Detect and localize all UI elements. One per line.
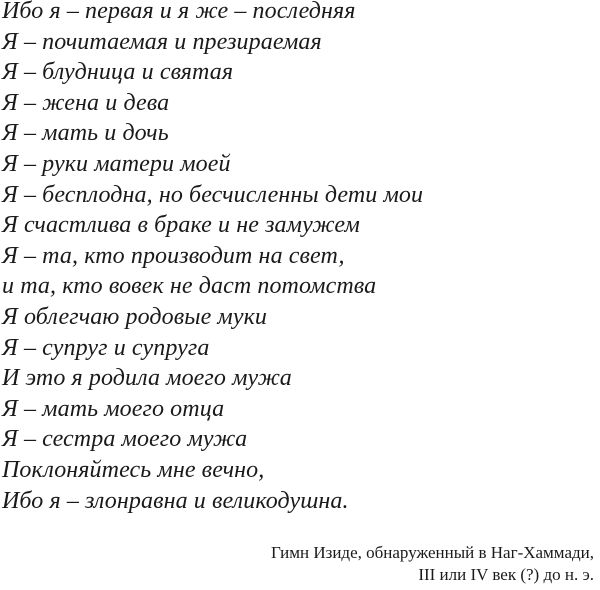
poem-line: Ибо я – первая и я же – последняя: [2, 0, 356, 24]
poem-line: Я – супруг и супруга: [2, 334, 210, 361]
poem-line: Я – почитаемая и презираемая: [2, 28, 322, 55]
poem-line: Я – мать и дочь: [2, 120, 169, 147]
poem: [2, 0, 423, 516]
poem-line: Я – та, кто производит на свет,: [2, 242, 345, 269]
poem-line: и та, кто вовек не даст потомства: [2, 273, 377, 300]
poem-line: Я – мать моего отца: [2, 395, 225, 422]
poem-line: Поклоняйтесь мне вечно,: [2, 456, 265, 483]
poem-line: Я – бесплодна, но бесчисленны дети мои: [2, 181, 424, 208]
poem-line: Я – жена и дева: [2, 89, 170, 116]
poem-line: Я – блудница и святая: [2, 59, 234, 86]
attribution-date: III или IV век (?) до н. э.: [418, 565, 594, 584]
attribution-source: Гимн Изиде, обнаруженный в Наг-Хаммади,: [270, 543, 594, 562]
poem-line: Ибо я – злонравна и великодушна.: [2, 487, 349, 514]
poem-line: Я облегчаю родовые муки: [2, 303, 268, 330]
poem-line: И это я родила моего мужа: [2, 365, 292, 392]
poem-line: Я счастлива в браке и не замужем: [2, 212, 360, 239]
poem-line: Я – руки матери моей: [2, 150, 231, 177]
poem-line: Я – сестра моего мужа: [2, 426, 248, 453]
attribution: [271, 542, 594, 586]
